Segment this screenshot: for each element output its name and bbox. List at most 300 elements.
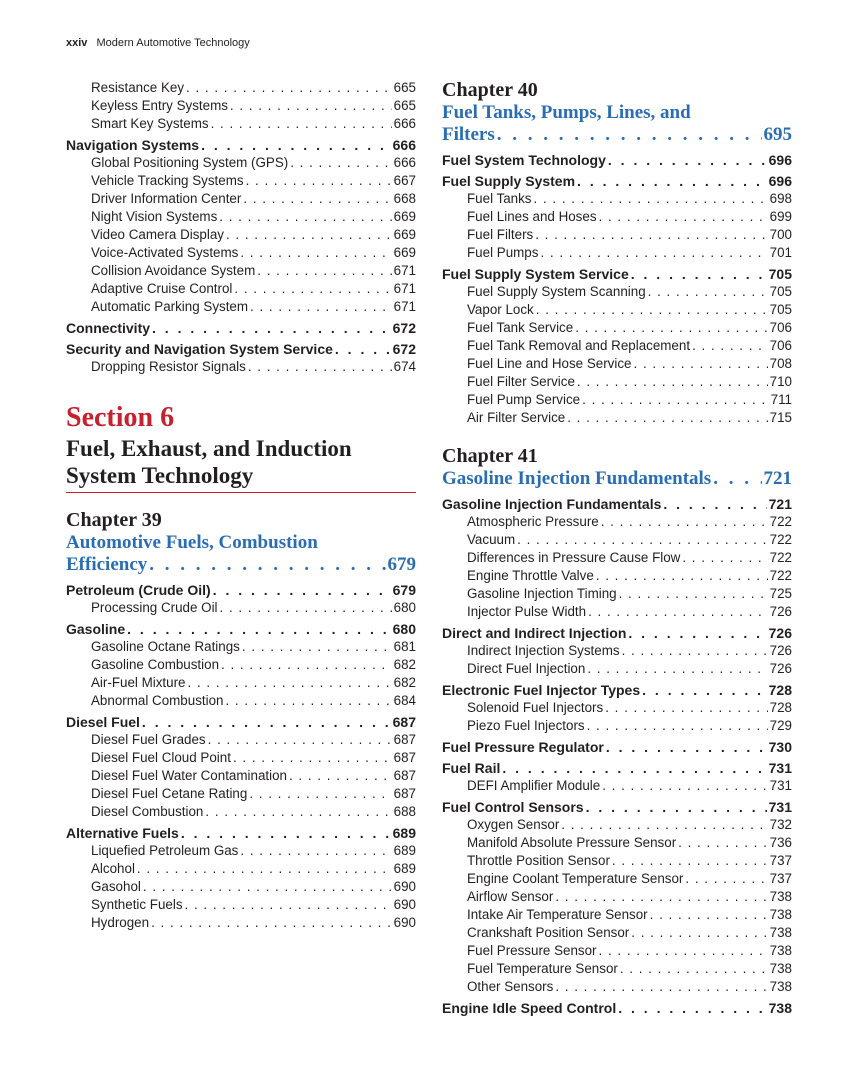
entry-page: 687: [392, 714, 416, 730]
leader-dots: [631, 265, 767, 283]
leader-dots: [555, 978, 767, 996]
entry-title: Dropping Resistor Signals: [91, 359, 246, 374]
toc-entry[interactable]: [442, 777, 792, 795]
toc-entry[interactable]: [442, 319, 792, 337]
entry-title: Abnormal Combustion: [91, 693, 224, 708]
chapter-title-line1: Gasoline Injection Fundamentals: [442, 468, 712, 489]
leader-dots: [208, 731, 392, 749]
entry-title: Night Vision Systems: [91, 209, 218, 224]
leader-dots: [605, 699, 767, 717]
entry-title: Crankshaft Position Sensor: [467, 925, 630, 940]
entry-page: 705: [769, 302, 792, 317]
leader-dots: [226, 226, 392, 244]
entry-page: 722: [769, 568, 792, 583]
entry-page: 698: [769, 191, 792, 206]
toc-entry[interactable]: [66, 262, 416, 280]
entry-page: 729: [769, 718, 792, 733]
entry-title: Fuel Supply System Service: [442, 266, 629, 282]
entry-page: 728: [769, 700, 792, 715]
chapter-title-entry[interactable]: [442, 124, 792, 146]
entry-title: Synthetic Fuels: [91, 897, 183, 912]
entry-title: Smart Key Systems: [91, 116, 209, 131]
entry-title: Fuel Pressure Sensor: [467, 943, 597, 958]
entry-page: 665: [393, 80, 416, 95]
leader-dots: [612, 852, 768, 870]
entry-page: 689: [392, 825, 416, 841]
leader-dots: [620, 960, 768, 978]
toc-entry[interactable]: [66, 172, 416, 190]
toc-entry[interactable]: [442, 549, 792, 567]
toc-entry[interactable]: [442, 960, 792, 978]
toc-entry[interactable]: [442, 816, 792, 834]
toc-entry[interactable]: [442, 226, 792, 244]
leader-dots: [213, 581, 391, 599]
entry-title: Gasoline Injection Timing: [467, 586, 617, 601]
toc-entry[interactable]: [66, 226, 416, 244]
toc-entry[interactable]: [442, 660, 792, 678]
toc-entry[interactable]: [66, 208, 416, 226]
leader-dots: [181, 824, 391, 842]
chapter-page: 679: [387, 554, 416, 575]
entry-title: Fuel Supply System: [442, 173, 576, 189]
entry-page: 738: [769, 889, 792, 904]
entry-title: Fuel Filter Service: [467, 374, 575, 389]
leader-dots: [577, 172, 767, 190]
entry-title: Gasoline: [66, 621, 126, 637]
entry-page: 666: [393, 155, 416, 170]
entry-title: Gasoline Octane Ratings: [91, 639, 240, 654]
leader-dots: [685, 870, 767, 888]
leader-dots: [137, 860, 392, 878]
entry-page: 690: [393, 897, 416, 912]
toc-entry[interactable]: [66, 115, 416, 133]
leader-dots: [127, 620, 391, 638]
toc-entry[interactable]: [66, 154, 416, 172]
leader-dots: [575, 319, 767, 337]
entry-title: Keyless Entry Systems: [91, 98, 228, 113]
entry-page: 738: [769, 943, 792, 958]
toc-entry[interactable]: [66, 79, 416, 97]
leader-dots: [648, 283, 768, 301]
leader-dots: [713, 468, 761, 490]
entry-title: Fuel Supply System Scanning: [467, 284, 646, 299]
toc-entry[interactable]: [442, 603, 792, 621]
entry-title: Electronic Fuel Injector Types: [442, 682, 641, 698]
leader-dots: [143, 878, 392, 896]
toc-entry[interactable]: [66, 785, 416, 803]
entry-page: 672: [392, 341, 416, 357]
entry-page: 666: [392, 137, 416, 153]
entry-title: Fuel Pump Service: [467, 392, 581, 407]
toc-entry[interactable]: [442, 888, 792, 906]
toc-entry[interactable]: [442, 531, 792, 549]
section-title-line2: System Technology: [66, 463, 254, 488]
entry-title: Fuel Rail: [442, 760, 501, 776]
entry-title: Air-Fuel Mixture: [91, 675, 186, 690]
entry-title: DEFI Amplifier Module: [467, 778, 601, 793]
entry-page: 731: [768, 799, 792, 815]
toc-entry[interactable]: [66, 280, 416, 298]
leader-dots: [246, 172, 392, 190]
entry-page: 690: [393, 879, 416, 894]
toc-entry[interactable]: [442, 190, 792, 208]
entry-title: Liquefied Petroleum Gas: [91, 843, 239, 858]
toc-entry[interactable]: [442, 244, 792, 262]
toc-entry[interactable]: [442, 208, 792, 226]
entry-title: Gasohol: [91, 879, 141, 894]
entry-title: Navigation Systems: [66, 137, 200, 153]
entry-title: Diesel Fuel Water Contamination: [91, 768, 287, 783]
page-number: xxiv: [66, 37, 88, 49]
entry-title: Engine Coolant Temperature Sensor: [467, 871, 684, 886]
toc-entry[interactable]: [442, 852, 792, 870]
toc-heading-entry[interactable]: [442, 681, 792, 699]
entry-page: 738: [768, 1000, 792, 1016]
entry-page: 725: [769, 586, 792, 601]
entry-title: Processing Crude Oil: [91, 600, 218, 615]
toc-entry[interactable]: [442, 409, 792, 427]
leader-dots: [599, 208, 768, 226]
leader-dots: [606, 738, 767, 756]
toc-entry[interactable]: [66, 842, 416, 860]
chapter-label: Chapter 39: [66, 509, 162, 531]
toc-list: [66, 79, 416, 376]
entry-page: 728: [768, 682, 792, 698]
leader-dots: [586, 798, 767, 816]
entry-page: 736: [769, 835, 792, 850]
entry-page: 726: [769, 661, 792, 676]
entry-page: 669: [393, 245, 416, 260]
leader-dots: [289, 767, 392, 785]
toc-heading-entry[interactable]: [442, 999, 792, 1017]
toc-entry[interactable]: [66, 860, 416, 878]
chapter-title: [66, 532, 416, 576]
toc-heading-entry[interactable]: [442, 738, 792, 756]
right-column: [442, 79, 792, 1017]
leader-dots: [517, 531, 768, 549]
toc-heading-entry[interactable]: [442, 495, 792, 513]
entry-title: Automatic Parking System: [91, 299, 249, 314]
entry-title: Gasoline Injection Fundamentals: [442, 496, 662, 512]
toc-entry[interactable]: [442, 283, 792, 301]
entry-title: Video Camera Display: [91, 227, 224, 242]
toc-heading-entry[interactable]: [442, 172, 792, 190]
leader-dots: [257, 262, 391, 280]
leader-dots: [650, 906, 768, 924]
entry-page: 680: [392, 621, 416, 637]
leader-dots: [502, 759, 766, 777]
toc-entry[interactable]: [442, 355, 792, 373]
toc-entry[interactable]: [442, 301, 792, 319]
entry-title: Alternative Fuels: [66, 825, 179, 841]
entry-page: 699: [769, 209, 792, 224]
entry-page: 722: [769, 514, 792, 529]
leader-dots: [225, 692, 391, 710]
toc-heading-entry[interactable]: [442, 759, 792, 777]
leader-dots: [211, 115, 392, 133]
entry-page: 690: [393, 915, 416, 930]
toc-entry[interactable]: [442, 567, 792, 585]
leader-dots: [601, 513, 768, 531]
toc-entry[interactable]: [66, 767, 416, 785]
leader-dots: [608, 151, 767, 169]
toc-entry[interactable]: [66, 914, 416, 932]
toc-entry[interactable]: [442, 337, 792, 355]
leader-dots: [536, 301, 768, 319]
leader-dots: [602, 777, 767, 795]
entry-page: 671: [393, 281, 416, 296]
entry-page: 669: [393, 227, 416, 242]
entry-title: Voice-Activated Systems: [91, 245, 239, 260]
toc-heading-entry[interactable]: [66, 340, 416, 358]
entry-title: Engine Throttle Valve: [467, 568, 594, 583]
leader-dots: [587, 717, 768, 735]
entry-page: 689: [393, 843, 416, 858]
toc-heading-entry[interactable]: [66, 319, 416, 337]
entry-title: Fuel Filters: [467, 227, 534, 242]
leader-dots: [240, 244, 391, 262]
entry-title: Connectivity: [66, 320, 151, 336]
entry-page: 731: [768, 760, 792, 776]
leader-dots: [561, 816, 767, 834]
entry-title: Manifold Absolute Pressure Sensor: [467, 835, 677, 850]
entry-title: Throttle Position Sensor: [467, 853, 610, 868]
leader-dots: [240, 842, 391, 860]
entry-page: 667: [393, 173, 416, 188]
entry-page: 672: [392, 320, 416, 336]
toc-heading-entry[interactable]: [66, 824, 416, 842]
entry-title: Gasoline Combustion: [91, 657, 220, 672]
entry-page: 738: [769, 925, 792, 940]
entry-page: 679: [392, 582, 416, 598]
chapter-title-line1: Automotive Fuels, Combustion: [66, 532, 318, 553]
entry-page: 722: [769, 550, 792, 565]
entry-title: Diesel Fuel Grades: [91, 732, 206, 747]
leader-dots: [587, 660, 767, 678]
toc-heading-entry[interactable]: [66, 581, 416, 599]
toc-entry[interactable]: [442, 870, 792, 888]
toc-list: [442, 151, 792, 427]
leader-dots: [599, 942, 768, 960]
leader-dots: [142, 713, 391, 731]
entry-title: Fuel Pumps: [467, 245, 539, 260]
chapter-title: [442, 468, 792, 490]
toc-entry[interactable]: [442, 978, 792, 996]
leader-dots: [596, 567, 768, 585]
entry-page: 726: [769, 643, 792, 658]
entry-page: 689: [393, 861, 416, 876]
toc-entry[interactable]: [66, 298, 416, 316]
toc-heading-entry[interactable]: [442, 151, 792, 169]
entry-page: 705: [769, 284, 792, 299]
entry-title: Vapor Lock: [467, 302, 534, 317]
entry-page: 681: [393, 639, 416, 654]
leader-dots: [188, 674, 392, 692]
leader-dots: [233, 749, 392, 767]
chapter-label: Chapter 40: [442, 79, 538, 101]
toc-entry[interactable]: [66, 190, 416, 208]
chapter-title-entry[interactable]: [66, 554, 416, 576]
toc-entry[interactable]: [66, 674, 416, 692]
entry-title: Direct and Indirect Injection: [442, 625, 627, 641]
leader-dots: [152, 319, 391, 337]
leader-dots: [149, 554, 385, 576]
toc-entry[interactable]: [66, 599, 416, 617]
entry-title: Differences in Pressure Cause Flow: [467, 550, 681, 565]
chapter-title-entry[interactable]: [442, 468, 792, 490]
book-title: Modern Automotive Technology: [96, 37, 250, 49]
chapter-title-line2: Efficiency: [66, 554, 148, 575]
entry-title: Fuel System Technology: [442, 152, 606, 168]
entry-page: 680: [393, 600, 416, 615]
leader-dots: [634, 355, 768, 373]
entry-title: Solenoid Fuel Injectors: [467, 700, 604, 715]
entry-page: 726: [769, 604, 792, 619]
entry-title: Fuel Tanks: [467, 191, 532, 206]
toc-entry[interactable]: [66, 692, 416, 710]
entry-title: Diesel Fuel Cetane Rating: [91, 786, 248, 801]
leader-dots: [588, 603, 768, 621]
entry-title: Fuel Control Sensors: [442, 799, 584, 815]
leader-dots: [219, 208, 391, 226]
entry-page: 687: [393, 732, 416, 747]
entry-page: 705: [768, 266, 792, 282]
toc-entry[interactable]: [442, 834, 792, 852]
toc-entry[interactable]: [442, 642, 792, 660]
entry-title: Collision Avoidance System: [91, 263, 256, 278]
entry-title: Fuel Tank Removal and Replacement: [467, 338, 691, 353]
toc-entry[interactable]: [66, 638, 416, 656]
entry-title: Atmospheric Pressure: [467, 514, 599, 529]
toc-entry[interactable]: [66, 358, 416, 376]
left-column: [66, 79, 416, 932]
entry-page: 666: [393, 116, 416, 131]
toc-list: [442, 495, 792, 1017]
toc-entry[interactable]: [442, 717, 792, 735]
entry-page: 715: [769, 410, 792, 425]
leader-dots: [692, 337, 768, 355]
toc-heading-entry[interactable]: [442, 798, 792, 816]
running-head: [66, 37, 250, 49]
entry-page: 726: [768, 625, 792, 641]
entry-page: 671: [393, 263, 416, 278]
chapter-title-line2: Filters: [442, 124, 495, 145]
chapter-title-line1: Fuel Tanks, Pumps, Lines, and: [442, 102, 691, 123]
leader-dots: [642, 681, 767, 699]
toc-entry[interactable]: [442, 585, 792, 603]
entry-title: Driver Information Center: [91, 191, 242, 206]
entry-title: Adaptive Cruise Control: [91, 281, 233, 296]
entry-page: 696: [768, 152, 792, 168]
toc-entry[interactable]: [66, 896, 416, 914]
entry-page: 737: [769, 853, 792, 868]
entry-page: 738: [769, 979, 792, 994]
toc-entry[interactable]: [66, 97, 416, 115]
leader-dots: [631, 924, 767, 942]
toc-entry[interactable]: [442, 924, 792, 942]
leader-dots: [335, 340, 391, 358]
toc-entry[interactable]: [66, 656, 416, 674]
toc-entry[interactable]: [66, 749, 416, 767]
toc-heading-entry[interactable]: [66, 620, 416, 638]
entry-title: Injector Pulse Width: [467, 604, 587, 619]
entry-title: Fuel Pressure Regulator: [442, 739, 604, 755]
entry-page: 738: [769, 907, 792, 922]
entry-title: Direct Fuel Injection: [467, 661, 586, 676]
toc-heading-entry[interactable]: [66, 713, 416, 731]
leader-dots: [663, 495, 766, 513]
entry-title: Engine Idle Speed Control: [442, 1000, 617, 1016]
leader-dots: [682, 549, 767, 567]
entry-page: 688: [393, 804, 416, 819]
entry-title: Petroleum (Crude Oil): [66, 582, 211, 598]
entry-page: 706: [769, 320, 792, 335]
leader-dots: [242, 638, 392, 656]
toc-list: [66, 581, 416, 932]
toc-entry[interactable]: [442, 373, 792, 391]
toc-entry[interactable]: [66, 731, 416, 749]
leader-dots: [535, 226, 767, 244]
toc-entry[interactable]: [442, 906, 792, 924]
toc-heading-entry[interactable]: [66, 136, 416, 154]
chapter-page: 695: [763, 124, 792, 145]
entry-page: 706: [769, 338, 792, 353]
toc-heading-entry[interactable]: [442, 624, 792, 642]
entry-page: 696: [768, 173, 792, 189]
entry-title: Fuel Lines and Hoses: [467, 209, 597, 224]
entry-title: Resistance Key: [91, 80, 185, 95]
entry-title: Other Sensors: [467, 979, 554, 994]
leader-dots: [582, 391, 769, 409]
leader-dots: [628, 624, 766, 642]
entry-page: 669: [393, 209, 416, 224]
toc-entry[interactable]: [442, 513, 792, 531]
toc-entry[interactable]: [442, 699, 792, 717]
toc-entry[interactable]: [66, 803, 416, 821]
leader-dots: [534, 190, 768, 208]
leader-dots: [221, 656, 392, 674]
entry-page: 738: [769, 961, 792, 976]
entry-page: 732: [769, 817, 792, 832]
toc-entry[interactable]: [66, 878, 416, 896]
entry-page: 722: [769, 532, 792, 547]
leader-dots: [230, 97, 392, 115]
entry-page: 701: [769, 245, 792, 260]
entry-title: Indirect Injection Systems: [467, 643, 620, 658]
entry-page: 687: [393, 768, 416, 783]
entry-title: Vacuum: [467, 532, 516, 547]
entry-title: Air Filter Service: [467, 410, 566, 425]
entry-page: 668: [393, 191, 416, 206]
entry-title: Global Positioning System (GPS): [91, 155, 289, 170]
entry-page: 684: [393, 693, 416, 708]
entry-page: 687: [393, 750, 416, 765]
toc-entry[interactable]: [442, 942, 792, 960]
chapter-label: Chapter 41: [442, 445, 538, 467]
leader-dots: [250, 298, 392, 316]
entry-page: 682: [393, 675, 416, 690]
entry-page: 721: [768, 496, 792, 512]
toc-entry[interactable]: [442, 391, 792, 409]
leader-dots: [248, 358, 392, 376]
entry-title: Piezo Fuel Injectors: [467, 718, 585, 733]
leader-dots: [555, 888, 767, 906]
leader-dots: [234, 280, 391, 298]
toc-heading-entry[interactable]: [442, 265, 792, 283]
toc-entry[interactable]: [66, 244, 416, 262]
entry-page: 674: [393, 359, 416, 374]
entry-title: Alcohol: [91, 861, 135, 876]
